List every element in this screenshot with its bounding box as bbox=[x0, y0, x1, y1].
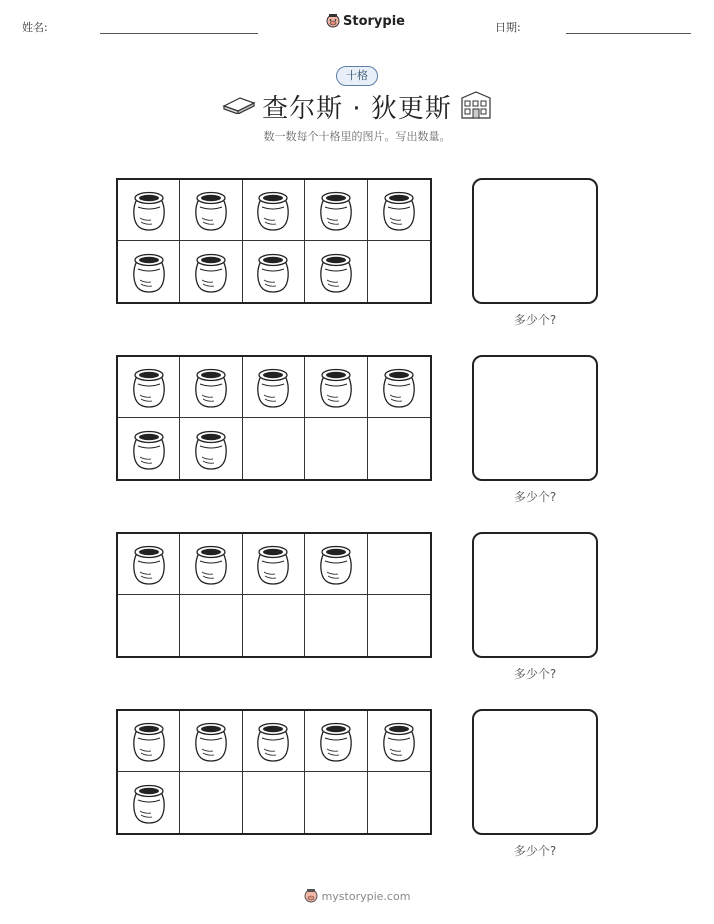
pot-icon bbox=[131, 781, 167, 825]
answer-box[interactable] bbox=[472, 532, 598, 658]
pot-icon bbox=[255, 250, 291, 294]
ten-frame-cell bbox=[368, 772, 430, 833]
pot-icon bbox=[318, 719, 354, 763]
ten-frame-cell bbox=[305, 595, 367, 656]
ten-frame-cell bbox=[368, 241, 430, 302]
pot-icon bbox=[255, 542, 291, 586]
pot-icon bbox=[193, 542, 229, 586]
ten-frame-cell bbox=[368, 534, 430, 595]
ten-frame-cell bbox=[305, 241, 367, 302]
how-many-label: 多少个? bbox=[513, 313, 557, 327]
ten-frame-cell bbox=[180, 241, 242, 302]
ten-frame bbox=[116, 355, 432, 481]
ten-frame-cell bbox=[180, 534, 242, 595]
ten-frame-cell bbox=[243, 241, 305, 302]
instructions: 数一数每个十格里的图片。写出数量。 bbox=[263, 130, 451, 143]
ten-frame-cell bbox=[368, 357, 430, 418]
pot-icon bbox=[381, 365, 417, 409]
brand-logo bbox=[326, 13, 405, 29]
ten-frame bbox=[116, 709, 432, 835]
pot-icon bbox=[131, 365, 167, 409]
ten-frame-cell bbox=[368, 595, 430, 656]
ten-frame-cell bbox=[305, 711, 367, 772]
ten-frame-cell bbox=[118, 595, 180, 656]
ten-frame-cell bbox=[243, 534, 305, 595]
pot-icon bbox=[193, 188, 229, 232]
pot-icon bbox=[131, 427, 167, 471]
how-many-label: 多少个? bbox=[513, 667, 557, 681]
ten-frame-cell bbox=[180, 180, 242, 241]
pot-icon bbox=[381, 188, 417, 232]
brand-name: Storypie bbox=[343, 13, 405, 29]
ten-frame-cell bbox=[305, 534, 367, 595]
how-many-label: 多少个? bbox=[513, 844, 557, 858]
name-line[interactable] bbox=[100, 33, 258, 34]
ten-frame bbox=[116, 532, 432, 658]
answer-box[interactable] bbox=[472, 709, 598, 835]
answer-box[interactable] bbox=[472, 355, 598, 481]
pot-icon bbox=[318, 365, 354, 409]
ten-frame-cell bbox=[368, 180, 430, 241]
ten-frame-cell bbox=[305, 418, 367, 479]
ten-frame-cell bbox=[243, 180, 305, 241]
ten-frame-cell bbox=[243, 711, 305, 772]
ten-frame-cell bbox=[118, 534, 180, 595]
ten-frame-cell bbox=[180, 772, 242, 833]
pot-icon bbox=[381, 719, 417, 763]
ten-frame bbox=[116, 178, 432, 304]
ten-frame-cell bbox=[305, 357, 367, 418]
ten-frame-cell bbox=[118, 711, 180, 772]
pot-icon bbox=[193, 250, 229, 294]
date-line[interactable] bbox=[566, 33, 691, 34]
pot-icon bbox=[131, 542, 167, 586]
pot-icon bbox=[131, 719, 167, 763]
ten-frame-cell bbox=[118, 357, 180, 418]
pot-icon bbox=[255, 365, 291, 409]
building-icon bbox=[460, 90, 492, 120]
pig-face-icon bbox=[326, 13, 340, 29]
ten-frame-cell bbox=[118, 772, 180, 833]
pot-icon bbox=[131, 250, 167, 294]
pot-icon bbox=[193, 365, 229, 409]
ten-frame-cell bbox=[305, 772, 367, 833]
name-label: 姓名: bbox=[22, 21, 48, 34]
pot-icon bbox=[255, 188, 291, 232]
page-title: 查尔斯 · 狄更斯 bbox=[262, 94, 452, 124]
ten-frame-cell bbox=[118, 180, 180, 241]
pot-icon bbox=[318, 250, 354, 294]
pot-icon bbox=[318, 542, 354, 586]
topic-badge: 十格 bbox=[336, 66, 378, 86]
ten-frame-cell bbox=[180, 418, 242, 479]
ten-frame-cell bbox=[243, 418, 305, 479]
ten-frame-cell bbox=[180, 711, 242, 772]
footer-site[interactable]: mystorypie.com bbox=[321, 889, 411, 903]
pot-icon bbox=[318, 188, 354, 232]
answer-box[interactable] bbox=[472, 178, 598, 304]
ten-frame-cell bbox=[368, 418, 430, 479]
ten-frame-cell bbox=[118, 241, 180, 302]
pot-icon bbox=[193, 719, 229, 763]
ten-frame-cell bbox=[118, 418, 180, 479]
how-many-label: 多少个? bbox=[513, 490, 557, 504]
pot-icon bbox=[193, 427, 229, 471]
ten-frame-cell bbox=[243, 595, 305, 656]
ten-frame-cell bbox=[243, 772, 305, 833]
ten-frame-cell bbox=[305, 180, 367, 241]
pig-face-icon bbox=[304, 888, 318, 904]
pot-icon bbox=[131, 188, 167, 232]
ten-frame-cell bbox=[180, 595, 242, 656]
ten-frame-cell bbox=[243, 357, 305, 418]
ten-frame-cell bbox=[180, 357, 242, 418]
date-label: 日期: bbox=[495, 21, 521, 34]
pot-icon bbox=[255, 719, 291, 763]
footer bbox=[0, 888, 714, 904]
ten-frame-cell bbox=[368, 711, 430, 772]
